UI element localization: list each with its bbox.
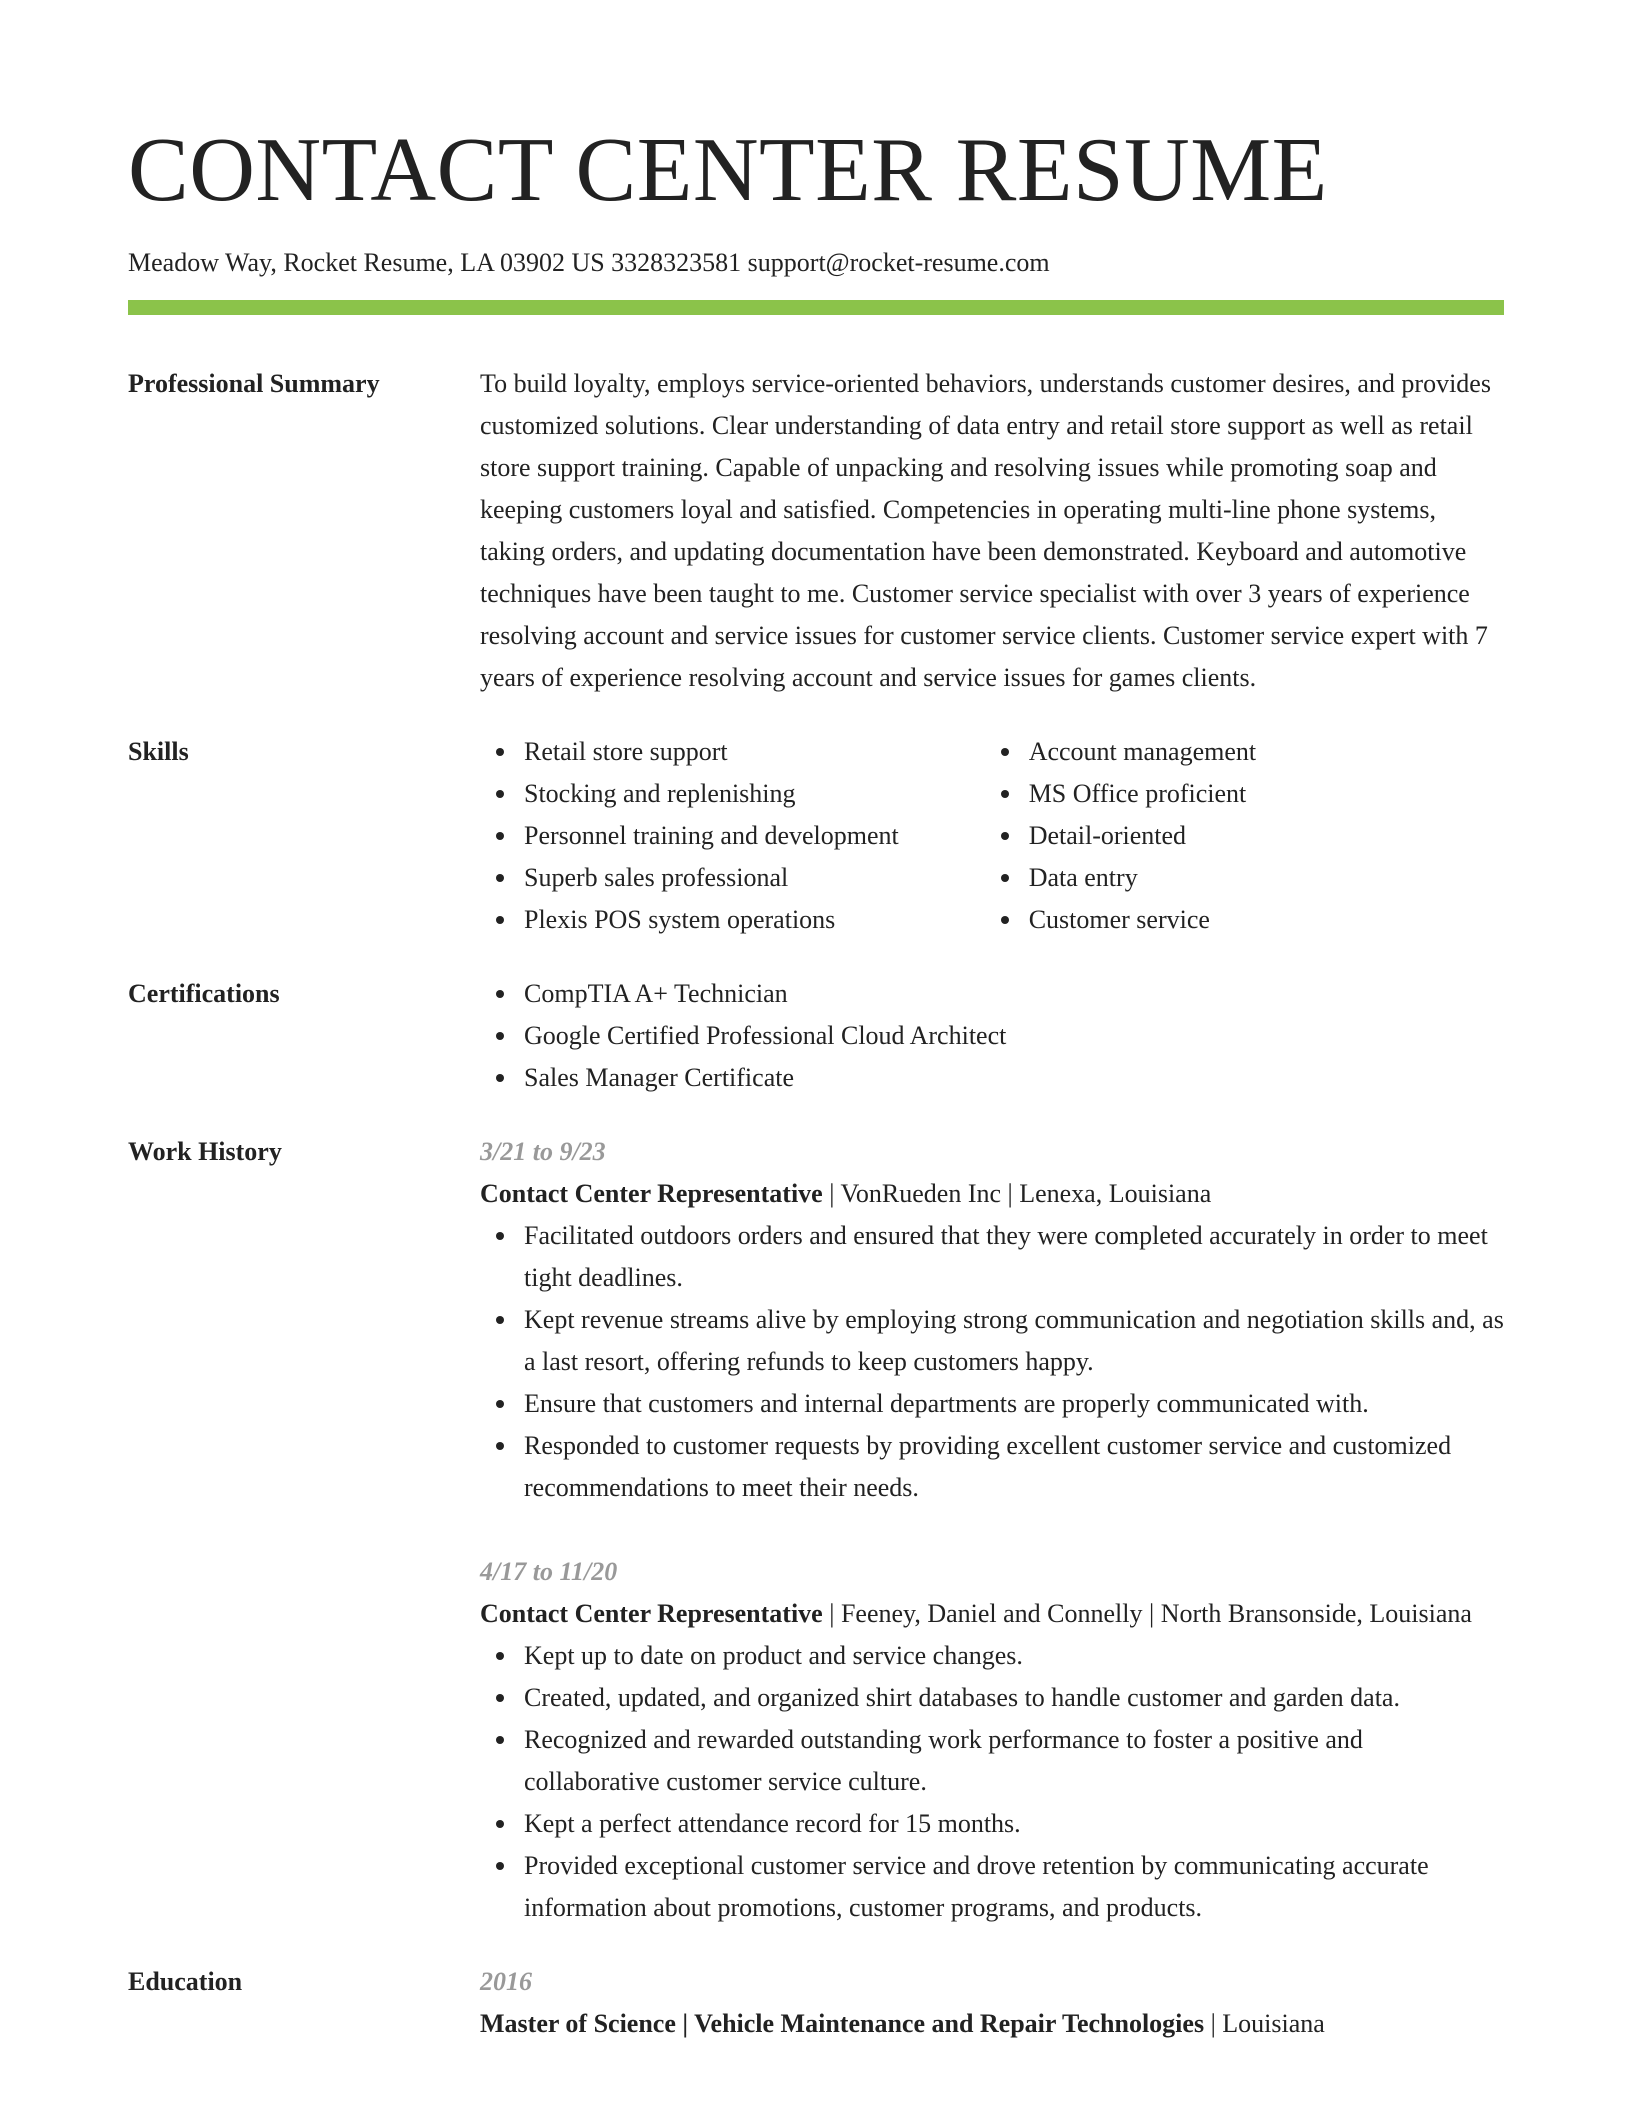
skills-column-1 xyxy=(480,731,985,941)
education-label: Education xyxy=(128,1967,243,1996)
certification-item: CompTIA A+ Technician xyxy=(524,973,1504,1015)
skill-item: Customer service xyxy=(1029,899,1504,941)
resume-title: CONTACT CENTER RESUME xyxy=(128,119,1328,220)
skill-item: Stocking and replenishing xyxy=(524,773,985,815)
work-history-section xyxy=(128,1131,1504,1929)
skills-section xyxy=(128,731,1504,941)
certification-item: Google Certified Professional Cloud Architect xyxy=(524,1015,1504,1057)
job-title: Contact Center Representative xyxy=(480,1599,823,1628)
skill-item: Retail store support xyxy=(524,731,985,773)
job-bullet: Provided exceptional customer service and drove retention by communicating accurate information about promotions, customer programs, and products. xyxy=(524,1845,1504,1929)
job-bullet: Recognized and rewarded outstanding work performance to foster a positive and collaborative customer service culture. xyxy=(524,1719,1504,1803)
skill-item: Plexis POS system operations xyxy=(524,899,985,941)
job-bullet: Facilitated outdoors orders and ensured that they were completed accurately in order to meet tight deadlines. xyxy=(524,1215,1504,1299)
job-heading xyxy=(480,1593,1504,1635)
job-date: 3/21 to 9/23 xyxy=(480,1137,606,1166)
job-date: 4/17 to 11/20 xyxy=(480,1557,618,1586)
contact-line: Meadow Way, Rocket Resume, LA 03902 US 3328323581 support@rocket-resume.com xyxy=(128,248,1050,277)
certification-item: Sales Manager Certificate xyxy=(524,1057,1504,1099)
summary-body xyxy=(480,363,1504,699)
job-bullet: Ensure that customers and internal departments are properly communicated with. xyxy=(524,1383,1504,1425)
education-degree: Master of Science | Vehicle Maintenance and Repair Technologies xyxy=(480,2009,1205,2038)
skills-label: Skills xyxy=(128,737,189,766)
skill-item: MS Office proficient xyxy=(1029,773,1504,815)
summary-section xyxy=(128,363,1504,699)
job-details: | Feeney, Daniel and Connelly | North Bransonside, Louisiana xyxy=(822,1599,1472,1628)
accent-divider xyxy=(128,300,1504,315)
skills-body xyxy=(480,731,1504,941)
summary-text: To build loyalty, employs service-oriented behaviors, understands customer desires, and provides customized solutions. Clear understanding of data entry and retail store support as well as retail store support training. Capable of unpacking and resolving issues while promoting soap and keeping customers loyal and satisfied. Competencies in operating multi-line phone systems, taking orders, and updating documentation have been demonstrated. Keyboard and automotive techniques have been taught to me. Customer service specialist with over 3 years of experience resolving account and service issues for customer service clients. Customer service expert with 7 years of experience resolving account and service issues for games clients. xyxy=(480,369,1491,692)
job-entry xyxy=(480,1551,1504,1929)
skill-item: Detail-oriented xyxy=(1029,815,1504,857)
skill-item: Personnel training and development xyxy=(524,815,985,857)
skill-item: Superb sales professional xyxy=(524,857,985,899)
skill-item: Account management xyxy=(1029,731,1504,773)
job-bullet: Created, updated, and organized shirt databases to handle customer and garden data. xyxy=(524,1677,1504,1719)
education-heading xyxy=(480,2003,1504,2045)
job-title: Contact Center Representative xyxy=(480,1179,823,1208)
certifications-list xyxy=(480,973,1504,1099)
resume-page xyxy=(128,0,1504,2045)
education-section xyxy=(128,1961,1504,2045)
job-bullets xyxy=(480,1635,1504,1929)
job-bullet: Kept up to date on product and service changes. xyxy=(524,1635,1504,1677)
skills-column-2 xyxy=(985,731,1504,941)
certifications-label: Certifications xyxy=(128,979,280,1008)
job-bullet: Responded to customer requests by providing excellent customer service and customized recommendations to meet their needs. xyxy=(524,1425,1504,1509)
job-details: | VonRueden Inc | Lenexa, Louisiana xyxy=(822,1179,1212,1208)
certifications-body xyxy=(480,973,1504,1099)
certifications-section xyxy=(128,973,1504,1099)
job-bullets xyxy=(480,1215,1504,1509)
skill-item: Data entry xyxy=(1029,857,1504,899)
summary-label: Professional Summary xyxy=(128,369,380,398)
job-bullet: Kept a perfect attendance record for 15 months. xyxy=(524,1803,1504,1845)
education-body xyxy=(480,1961,1504,2045)
job-bullet: Kept revenue streams alive by employing strong communication and negotiation skills and, as a last resort, offering refunds to keep customers happy. xyxy=(524,1299,1504,1383)
work-history-label: Work History xyxy=(128,1137,282,1166)
education-date: 2016 xyxy=(480,1967,532,1996)
job-heading xyxy=(480,1173,1504,1215)
education-details: | Louisiana xyxy=(1204,2009,1325,2038)
work-history-body xyxy=(480,1131,1504,1929)
job-entry xyxy=(480,1131,1504,1509)
